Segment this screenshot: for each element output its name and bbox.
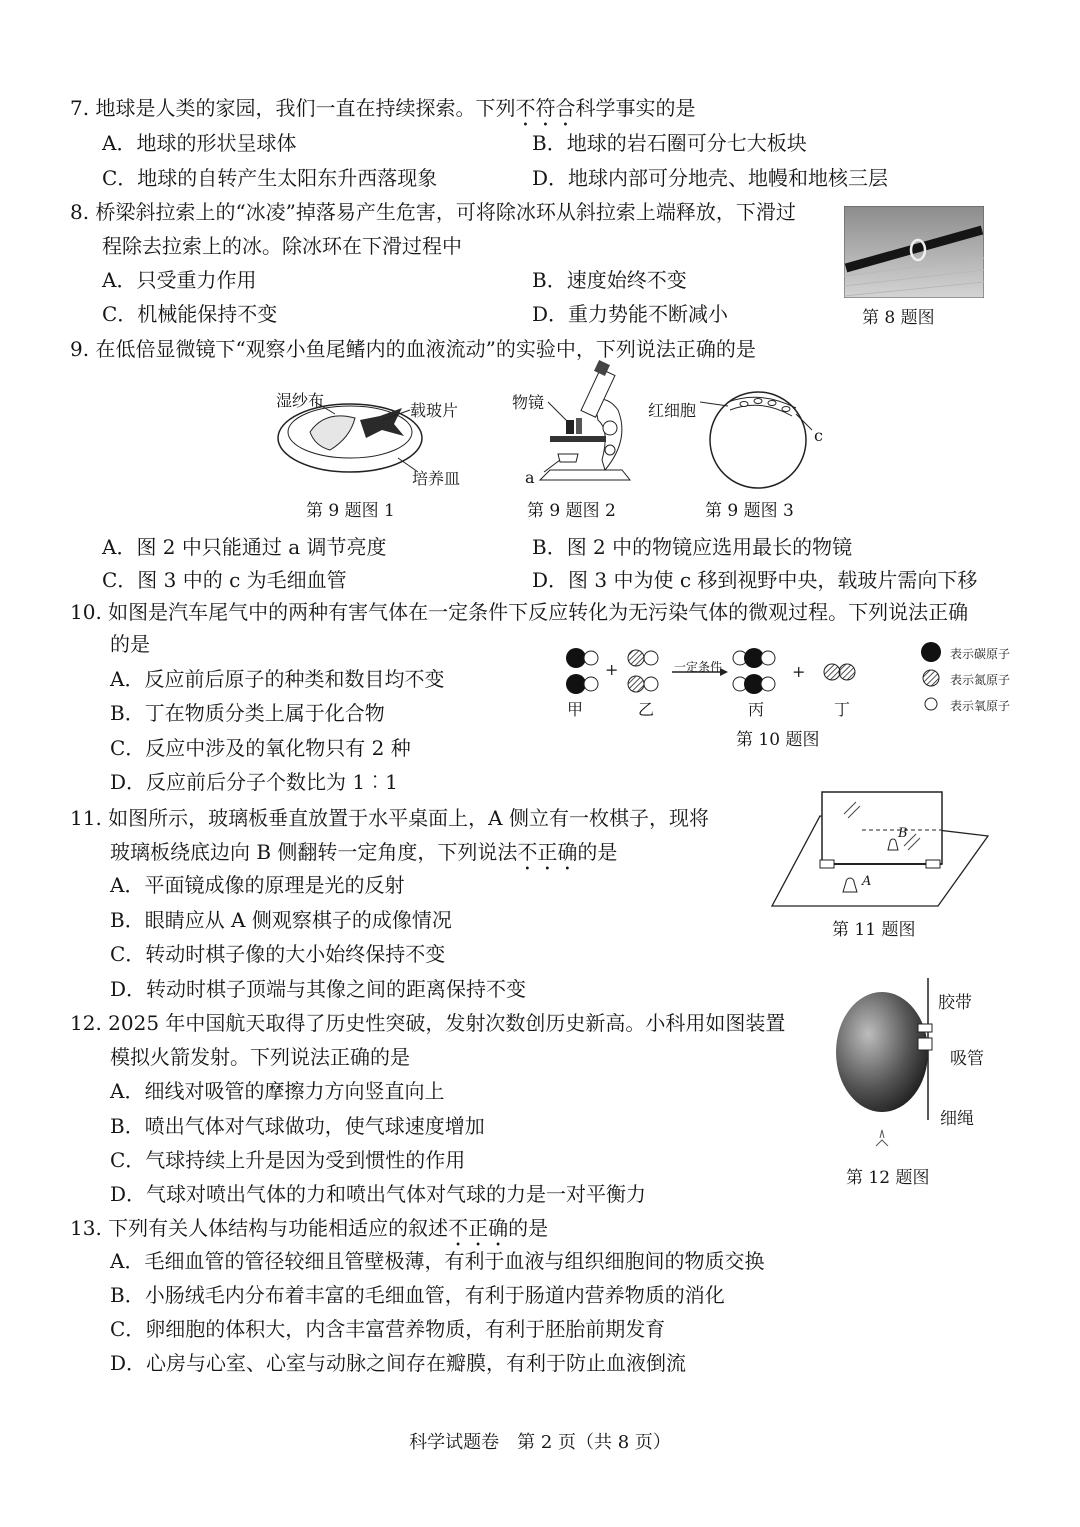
q10-condition: 一定条件: [674, 660, 723, 674]
q13-option-b: B．小肠绒毛内分布着丰富的毛细血管，有利于肠道内营养物质的消化: [110, 1283, 725, 1307]
q12-label-straw: 吸管: [950, 1049, 984, 1069]
q10-stem-line1: [70, 598, 968, 626]
q9-figure3-caption: 第 9 题图 3: [705, 501, 794, 521]
q9-figure1-caption: 第 9 题图 1: [306, 501, 395, 521]
q10-legend-nitrogen: 表示氮原子: [950, 673, 1011, 687]
q7-option-d: D．地球内部可分地壳、地幔和地核三层: [532, 166, 889, 190]
q7-stem-emphasis: 不符合: [515, 96, 576, 120]
q8-figure-cable-photo: [844, 206, 984, 298]
q11-stem-text1: 如图所示，玻璃板垂直放置于水平桌面上，A 侧立有一枚棋子，现将: [108, 806, 709, 830]
q10-option-c: C．反应中涉及的氧化物只有 2 种: [110, 736, 411, 760]
q9-label-c: c: [814, 426, 823, 445]
q9-label-rbc: 红细胞: [648, 401, 697, 420]
q10-number: 10.: [70, 600, 102, 624]
q10-stem-line2: 的是: [110, 632, 150, 656]
q9-option-a: A．图 2 中只能通过 a 调节亮度: [102, 535, 387, 559]
q11-label-A: A: [862, 874, 872, 889]
q7-option-a: A．地球的形状呈球体: [102, 131, 297, 155]
q11-stem-line1: [70, 804, 709, 832]
q11-number: 11.: [70, 806, 102, 830]
q8-option-b: B．速度始终不变: [532, 268, 687, 292]
q11-stem-emphasis: 不正确: [517, 840, 578, 864]
q12-stem-line2: 模拟火箭发射。下列说法正确的是: [110, 1045, 410, 1069]
q11-option-a: A．平面镜成像的原理是光的反射: [110, 873, 405, 897]
q8-stem-line2: 程除去拉索上的冰。除冰环在下滑过程中: [102, 234, 462, 258]
q12-label-string: 细绳: [940, 1109, 974, 1129]
q7-stem: [70, 94, 695, 131]
q12-number: 12.: [70, 1011, 102, 1035]
q11-stem-part3: 的是: [577, 840, 618, 864]
q9-figure2-caption: 第 9 题图 2: [527, 501, 616, 521]
q7-stem-part3: 科学事实的是: [575, 96, 696, 120]
q13-stem-part3: 的是: [508, 1216, 549, 1240]
q9-option-d: D．图 3 中为使 c 移到视野中央，载玻片需向下移: [532, 568, 978, 592]
q8-option-d: D．重力势能不断减小: [532, 302, 729, 326]
q10-label-ding: 丁: [834, 700, 851, 719]
q10-label-jia: 甲: [567, 700, 584, 719]
q9-stem-text: 在低倍显微镜下“观察小鱼尾鳍内的血液流动”的实验中，下列说法正确的是: [95, 337, 756, 361]
q8-option-a: A．只受重力作用: [102, 268, 257, 292]
q10-option-b: B．丁在物质分类上属于化合物: [110, 701, 385, 725]
q12-figure-balloon: [830, 978, 940, 1156]
q9-label-dish: 培养皿: [412, 469, 461, 488]
q11-figure-caption: 第 11 题图: [832, 920, 916, 940]
q12-option-a: A．细线对吸管的摩擦力方向竖直向上: [110, 1079, 445, 1103]
q8-figure-caption: 第 8 题图: [862, 308, 935, 328]
q12-option-c: C．气球持续上升是因为受到惯性的作用: [110, 1148, 466, 1172]
q9-stem: [70, 335, 756, 363]
q9-figure3-field-of-view: [700, 388, 830, 494]
q9-label-objective: 物镜: [512, 393, 545, 412]
q11-label-B: B: [898, 826, 908, 841]
q12-stem-text1: 2025 年中国航天取得了历史性突破，发射次数创历史新高。小科用如图装置: [108, 1011, 786, 1035]
q7-option-b: B．地球的岩石圈可分七大板块: [532, 131, 807, 155]
q12-option-d: D．气球对喷出气体的力和喷出气体对气球的力是一对平衡力: [110, 1182, 647, 1206]
q9-option-c: C．图 3 中的 c 为毛细血管: [102, 568, 347, 592]
q9-label-slide: 载玻片: [410, 401, 459, 420]
q10-option-a: A．反应前后原子的种类和数目均不变: [110, 667, 445, 691]
q11-option-b: B．眼睛应从 A 侧观察棋子的成像情况: [110, 908, 452, 932]
q7-number: 7.: [70, 96, 90, 120]
q13-stem-emphasis: 不正确: [448, 1216, 509, 1240]
q8-stem-text1: 桥梁斜拉索上的“冰凌”掉落易产生危害，可将除冰环从斜拉索上端释放，下滑过: [95, 200, 796, 224]
q11-option-c: C．转动时棋子像的大小始终保持不变: [110, 942, 446, 966]
q11-stem-line2: [110, 838, 617, 875]
q7-option-c: C．地球的自转产生太阳东升西落现象: [102, 166, 438, 190]
q10-option-d: D．反应前后分子个数比为 1︰1: [110, 770, 398, 794]
q8-option-c: C．机械能保持不变: [102, 302, 278, 326]
q12-stem-line1: [70, 1009, 785, 1037]
q9-number: 9.: [70, 337, 90, 361]
q10-label-bing: 丙: [748, 700, 765, 719]
q13-option-c: C．卵细胞的体积大，内含丰富营养物质，有利于胚胎前期发育: [110, 1317, 666, 1341]
q10-legend-carbon: 表示碳原子: [950, 647, 1011, 661]
q9-label-a: a: [525, 468, 535, 487]
q9-option-b: B．图 2 中的物镜应选用最长的物镜: [532, 535, 853, 559]
q12-figure-caption: 第 12 题图: [846, 1168, 930, 1188]
q9-label-gauze: 湿纱布: [276, 391, 325, 410]
q13-number: 13.: [70, 1216, 102, 1240]
q11-stem-part1: 玻璃板绕底边向 B 侧翻转一定角度，下列说法: [110, 840, 518, 864]
q11-option-d: D．转动时棋子顶端与其像之间的距离保持不变: [110, 977, 527, 1001]
q10-plus-2: +: [792, 662, 806, 681]
q11-figure-glass-plate: [768, 788, 990, 910]
q8-stem-line1: [70, 198, 796, 226]
q12-option-b: B．喷出气体对气球做功，使气球速度增加: [110, 1114, 485, 1138]
page-footer: 科学试题卷 第 2 页（共 8 页）: [409, 1432, 671, 1453]
q13-stem-part1: 下列有关人体结构与功能相适应的叙述: [108, 1216, 449, 1240]
q10-stem-text1: 如图是汽车尾气中的两种有害气体在一定条件下反应转化为无污染气体的微观过程。下列说法正确: [108, 600, 969, 624]
q13-option-d: D．心房与心室、心室与动脉之间存在瓣膜，有利于防止血液倒流: [110, 1351, 687, 1375]
q10-legend-symbols: [918, 642, 944, 714]
q10-legend-oxygen: 表示氧原子: [950, 699, 1011, 713]
q10-figure-caption: 第 10 题图: [736, 730, 820, 750]
q7-stem-part1: 地球是人类的家园，我们一直在持续探索。下列: [95, 96, 516, 120]
q10-label-yi: 乙: [638, 700, 655, 719]
q10-plus-1: +: [605, 660, 619, 679]
q13-option-a: A．毛细血管的管径较细且管壁极薄，有利于血液与组织细胞间的物质交换: [110, 1249, 765, 1273]
q13-stem: [70, 1214, 548, 1251]
q8-number: 8.: [70, 200, 90, 224]
q12-label-tape: 胶带: [938, 993, 972, 1013]
